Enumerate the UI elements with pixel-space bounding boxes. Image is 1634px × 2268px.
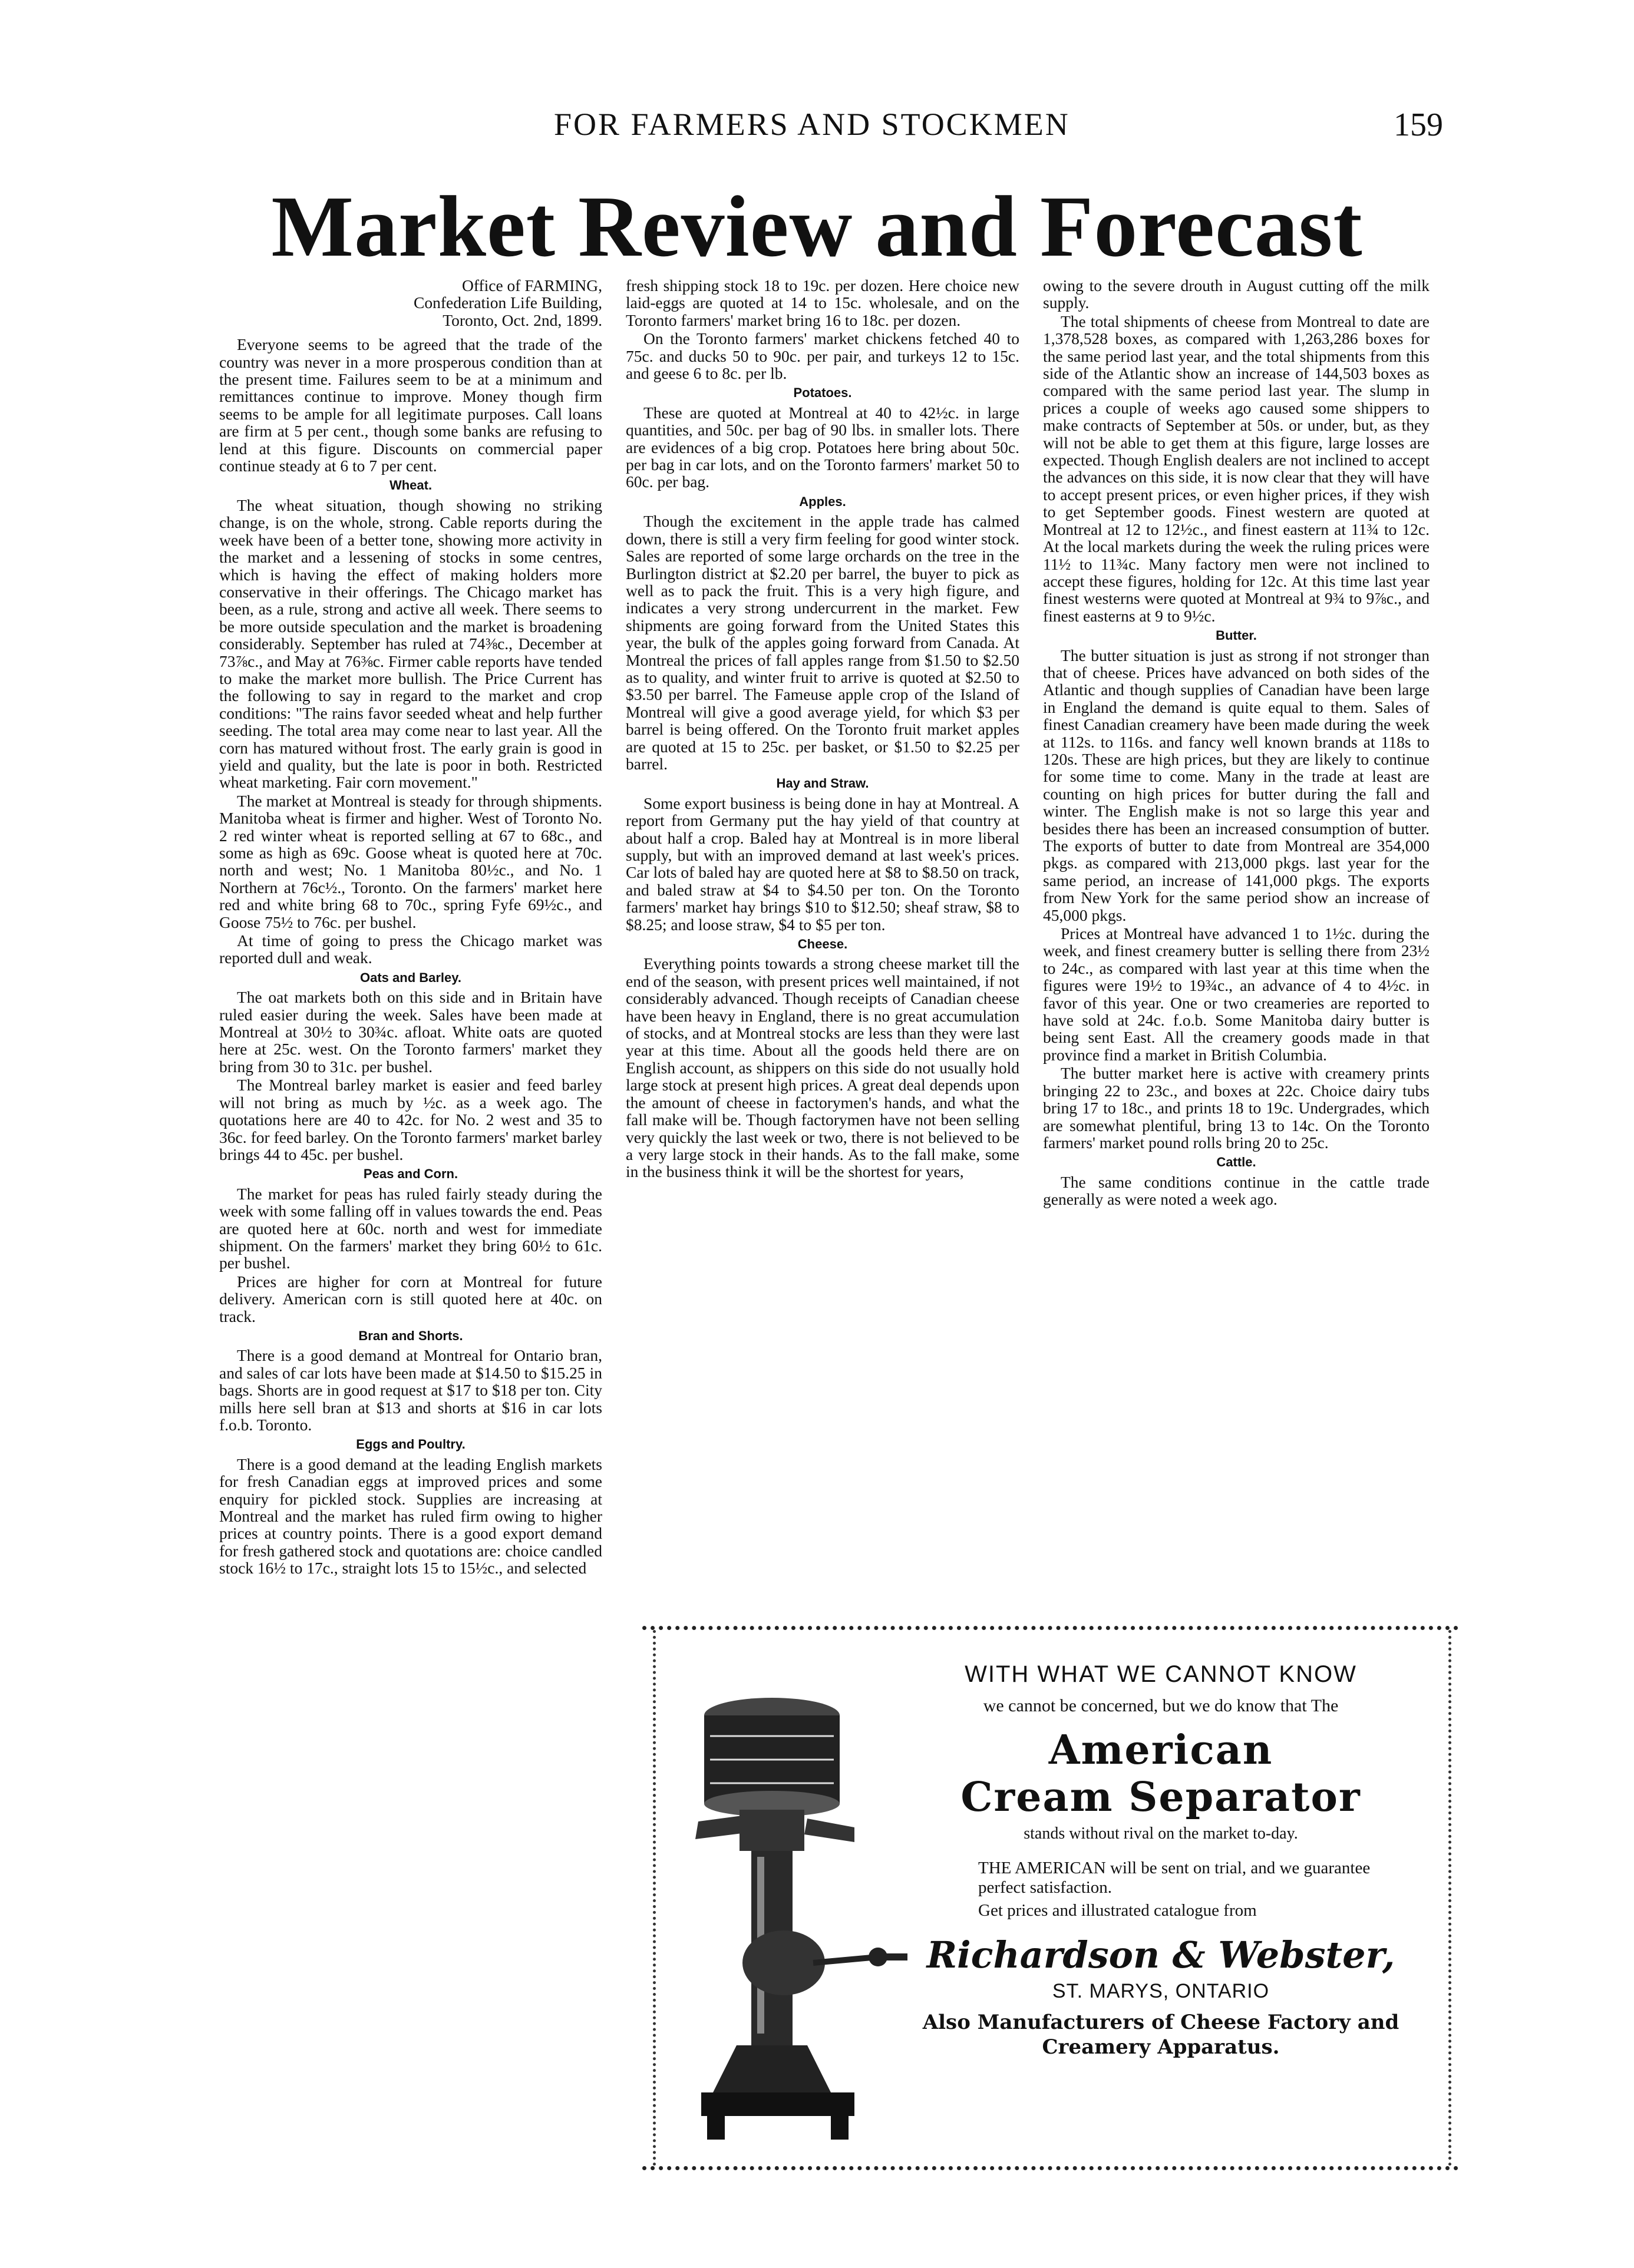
advertisement-box bbox=[642, 1626, 1458, 2170]
advertisement-text bbox=[890, 1657, 1432, 2059]
article-column-1 bbox=[219, 277, 602, 1578]
ad-tagline: stands without rival on the market to-day. bbox=[1024, 1824, 1298, 1843]
paragraph: These are quoted at Montreal at 40 to 42½c. in large quantities, and 50c. per bag of 90 lbs. in smaller lots. There are evidences of a big crop. Potatoes here bring about 50c. per bag in car lots, and on the Toronto farmers' market 50 to 60c. per bag. bbox=[626, 403, 1019, 491]
paragraph: The Montreal barley market is easier and feed barley will not bring as much by ½c. as a week ago. The quotations here are 40 to 42c. for No. 2 west and 35 to 36c. for feed barley. On the Toronto farmers' market barley brings 44 to 45c. per bushel. bbox=[219, 1076, 602, 1163]
paragraph: The wheat situation, though showing no striking change, is on the whole, strong. Cable reports during the week have been of a better tone, showing more activity in the market and a lessening of stocks in some centres, which is having the effect of making holders more conservative in their offerings. The Chicago market has been, as a rule, strong and active all week. There seems to be more outside speculation and the market is broadening considerably. September has ruled at 74⅜c., December at 73⅞c., and May at 76⅜c. Firmer cable reports have tended to make the market more bullish. The Price Current has the following to say in regard to the market and crop conditions: "The rains favor seeded wheat and help further seeding. The total area may come near to last year. All the corn has matured without frost. The early grain is good in yield and quality, but the late is poor in both. Restricted wheat marketing. Fair corn movement." bbox=[219, 495, 602, 792]
paragraph: Prices at Montreal have advanced 1 to 1½c. during the week, and finest creamery butter is selling there from 23½ to 24c., as compared with last year at this time when the figures were 19½ to 19¾c., an advance of 4 to 4½c. in favor of this year. One or two creameries are reported to have sold at 24c. f.o.b. Some Manitoba dairy butter is being sent East. All the creamery goods made in that province find a market in British Columbia. bbox=[1043, 924, 1430, 1064]
article-column-3 bbox=[1043, 277, 1430, 1209]
paragraph: fresh shipping stock 18 to 19c. per dozen. Here choice new laid-eggs are quoted at 14 to 15c. wholesale, and on the Toronto farmers' market bring 16 to 18c. per dozen. bbox=[626, 276, 1019, 329]
ad-brand-cream-separator: Cream Separator bbox=[960, 1774, 1361, 1821]
section-heading-oats-barley: Oats and Barley. bbox=[360, 970, 461, 985]
paragraph: The butter market here is active with creamery prints bringing 22 to 23c., and boxes at 22c. Choice dairy tubs bring 17 to 18c., and prints 18 to 19c. Undergrades, which are somewhat plentiful, bring 13 to 14c. On the Toronto farmers' market pound rolls bring 20 to 25c. bbox=[1043, 1064, 1430, 1152]
dateline-date: Toronto, Oct. 2nd, 1899. bbox=[443, 310, 602, 329]
paragraph: The oat markets both on this side and in Britain have ruled easier during the week. Sales have been made at Montreal at 30½ to 30¾c. afloat. White oats are quoted here at 25c. west. On the Toronto farmers' market they bring from 30 to 31c. per bushel. bbox=[219, 988, 602, 1076]
ad-location: ST. MARYS, ONTARIO bbox=[1052, 1980, 1270, 2002]
section-heading-butter: Butter. bbox=[1216, 628, 1257, 643]
cream-separator-illustration bbox=[684, 1680, 919, 2145]
ad-trial-line-1: THE AMERICAN will be sent on trial, and we guarantee bbox=[978, 1859, 1371, 1877]
ad-also-manufacturers bbox=[890, 2010, 1432, 2059]
paragraph: The same conditions continue in the cattle trade generally as were noted a week ago. bbox=[1043, 1172, 1430, 1209]
section-heading-peas-corn: Peas and Corn. bbox=[363, 1166, 458, 1182]
paragraph: Though the excitement in the apple trade has calmed down, there is still a very firm feeling for good winter stock. Sales are reported of some large orchards on the tree in the Burlington district at $2.20 per barrel, the buyer to pick as well as to pack the fruit. This is a very high figure, and indicates a very strong undercurrent in the market. Few shipments are going forward from the United States this year, the bulk of the apples going forward from Canada. At Montreal the prices of fall apples range from $1.50 to $2.50 as to quality, and winter fruit to arrive is quoted at $2.50 to $3.50 per barrel. The Fameuse apple crop of the Island of Montreal will give a good average yield, for which $3 per barrel is being offered. On the Toronto fruit market apples are quoted at 15 to 25c. per basket, or $1.50 to $2.25 per barrel. bbox=[626, 512, 1019, 773]
section-heading-cheese: Cheese. bbox=[797, 937, 848, 952]
page-title: Market Review and Forecast bbox=[271, 178, 1363, 275]
ad-also-line-2: Creamery Apparatus. bbox=[1042, 2035, 1280, 2059]
running-head: FOR FARMERS AND STOCKMEN bbox=[554, 107, 1070, 142]
ad-heading: WITH WHAT WE CANNOT KNOW bbox=[965, 1661, 1357, 1687]
paragraph: At time of going to press the Chicago market was reported dull and weak. bbox=[219, 931, 602, 967]
ad-also-line-1: Also Manufacturers of Cheese Factory and bbox=[922, 2011, 1399, 2034]
paragraph: The butter situation is just as strong if not stronger than that of cheese. Prices have advanced on both sides of the Atlantic and though supplies of Canadian have been large in England the demand is quite equal to them. Sales of finest Canadian creamery have been made during the week at 112s. to 116s. and fancy well known brands at 118s to 120s. These are high prices, but they are likely to continue for some time to come. Many in the trade at least are counting on high prices for butter during the fall and winter. The English make is not so large this year and besides there has been an increased consumption of butter. The exports of butter to date from Montreal are 354,000 pkgs. as compared with 213,000 pkgs. last year for the same period, an increase of 141,000 pkgs. The exports from New York for the same period show an increase of 45,000 pkgs. bbox=[1043, 646, 1430, 924]
section-heading-apples: Apples. bbox=[799, 494, 846, 509]
ad-brand-american: American bbox=[1048, 1727, 1273, 1774]
section-heading-potatoes: Potatoes. bbox=[793, 385, 852, 401]
paragraph: Everything points towards a strong cheese market till the end of the season, with present prices well maintained, if not considerably advanced. Though receipts of Canadian cheese have been heavy in England, there is no great accumulation of stocks, and at Montreal stocks are less than they were last year at this time. About all the goods held there are on English account, as shippers on this side do not usually hold large stock at present high prices. A great deal depends upon the amount of cheese in factorymen's hands, and what the fall make will be. Though factorymen have not been selling very quickly the last week or two, there is not believed to be a very large stock in their hands. As to the fall make, some in the business think it will be the shortest for years, bbox=[626, 954, 1019, 1181]
article-column-2 bbox=[626, 277, 1019, 1182]
paragraph: The market at Montreal is steady for through shipments. Manitoba wheat is firmer and higher. West of Toronto No. 2 red winter wheat is reported selling at 67 to 68c., and some as high as 69c. Goose wheat is quoted here at 70c. north and west; No. 1 Manitoba 80½c., and No. 1 Northern at 76c½., Toronto. On the farmers' market here red and white bring 68 to 70c., spring Fyfe 69½c., and Goose 75½ to 76c. per bushel. bbox=[219, 791, 602, 931]
section-heading-eggs-poultry: Eggs and Poultry. bbox=[356, 1437, 466, 1452]
ad-trial-line-2: perfect satisfaction. bbox=[978, 1878, 1113, 1897]
page-number: 159 bbox=[1394, 107, 1443, 143]
ad-border-left bbox=[653, 1630, 656, 2166]
paragraph: Prices are higher for corn at Montreal for future delivery. American corn is still quoted here at 40c. on track. bbox=[219, 1272, 602, 1325]
dateline bbox=[219, 277, 602, 329]
ad-border-right bbox=[1448, 1630, 1451, 2166]
dateline-office: Office of FARMING, bbox=[461, 276, 602, 295]
paragraph: The total shipments of cheese from Montreal to date are 1,378,528 boxes, as compared with 1,263,286 boxes for the same period last year, and the total shipments from this side of the Atlantic show an increase of 144,503 boxes as compared with the same period last year. The slump in prices a couple of weeks ago caused some shippers to make contracts of September at 50s. or under, but, as they will not be able to get them at this figure, large losses are expected. Though English dealers are not inclined to accept the advances on this side, it is now clear that they will have to accept present prices, or even higher prices, if they wish to get September goods. Finest western are quoted at Montreal at 12 to 12½c., and finest eastern at 11¾ to 12c. At the local markets during the week the ruling prices were 11½ to 11¾c. Many factory men were not inclined to accept these figures, holding for 12c. At this time last year finest westerns were quoted at Montreal at 9¾ to 9⅞c., and finest easterns at 9 to 9½c. bbox=[1043, 312, 1430, 625]
dateline-building: Confederation Life Building, bbox=[414, 293, 602, 312]
ad-intro-line: we cannot be concerned, but we do know that The bbox=[983, 1696, 1339, 1715]
paragraph: On the Toronto farmers' market chickens fetched 40 to 75c. and ducks 50 to 90c. per pair, and turkeys 12 to 15c. and geese 6 to 8c. per lb. bbox=[626, 329, 1019, 383]
ad-company-name: Richardson & Webster, bbox=[926, 1933, 1395, 1976]
ad-trial-offer bbox=[890, 1859, 1432, 1920]
section-heading-hay-straw: Hay and Straw. bbox=[776, 776, 869, 791]
paragraph: The market for peas has ruled fairly steady during the week with some falling off in values towards the end. Peas are quoted here at 60c. north and west for immediate shipment. On the farmers' market they bring 60½ to 61c. per bushel. bbox=[219, 1184, 602, 1272]
paragraph: Some export business is being done in hay at Montreal. A report from Germany put the hay yield of that country at about half a crop. Baled hay at Montreal is in more liberal supply, but with an improved demand at last week's prices. Car lots of baled hay are quoted here at $8 to $8.50 on track, and baled straw at $4 to $4.50 per ton. On the Toronto farmers' market hay brings $10 to $12.50; sheaf straw, $8 to $8.25; and loose straw, $4 to $5 per ton. bbox=[626, 794, 1019, 934]
paragraph: There is a good demand at Montreal for Ontario bran, and sales of car lots have been made at $14.50 to $15.25 in bags. Shorts are in good request at $17 to $18 per ton. City mills here sell bran at $13 and shorts at $16 in car lots f.o.b. Toronto. bbox=[219, 1346, 602, 1434]
section-heading-wheat: Wheat. bbox=[389, 478, 433, 493]
section-heading-cattle: Cattle. bbox=[1216, 1155, 1256, 1170]
section-heading-bran-shorts: Bran and Shorts. bbox=[358, 1328, 463, 1343]
paragraph: Everyone seems to be agreed that the trade of the country was never in a more prosperous condition than at the present time. Failures seem to be at a minimum and remittances continue to improve. Money though firm seems to be ample for all legitimate purposes. Call loans are firm at 5 per cent., though some banks are refusing to lend at this figure. Discounts on commercial paper continue steady at 6 to 7 per cent. bbox=[219, 335, 602, 475]
paragraph: There is a good demand at the leading English markets for fresh Canadian eggs at improved prices and some enquiry for pickled stock. Supplies are increasing at Montreal and the market has ruled firm owing to higher prices at country points. There is a good export demand for fresh gathered stock and quotations are: choice candled stock 16½ to 17c., straight lots 15 to 15½c., and selected bbox=[219, 1454, 602, 1578]
paragraph: owing to the severe drouth in August cutting off the milk supply. bbox=[1043, 276, 1430, 312]
ad-prices-line: Get prices and illustrated catalogue from bbox=[978, 1901, 1257, 1920]
